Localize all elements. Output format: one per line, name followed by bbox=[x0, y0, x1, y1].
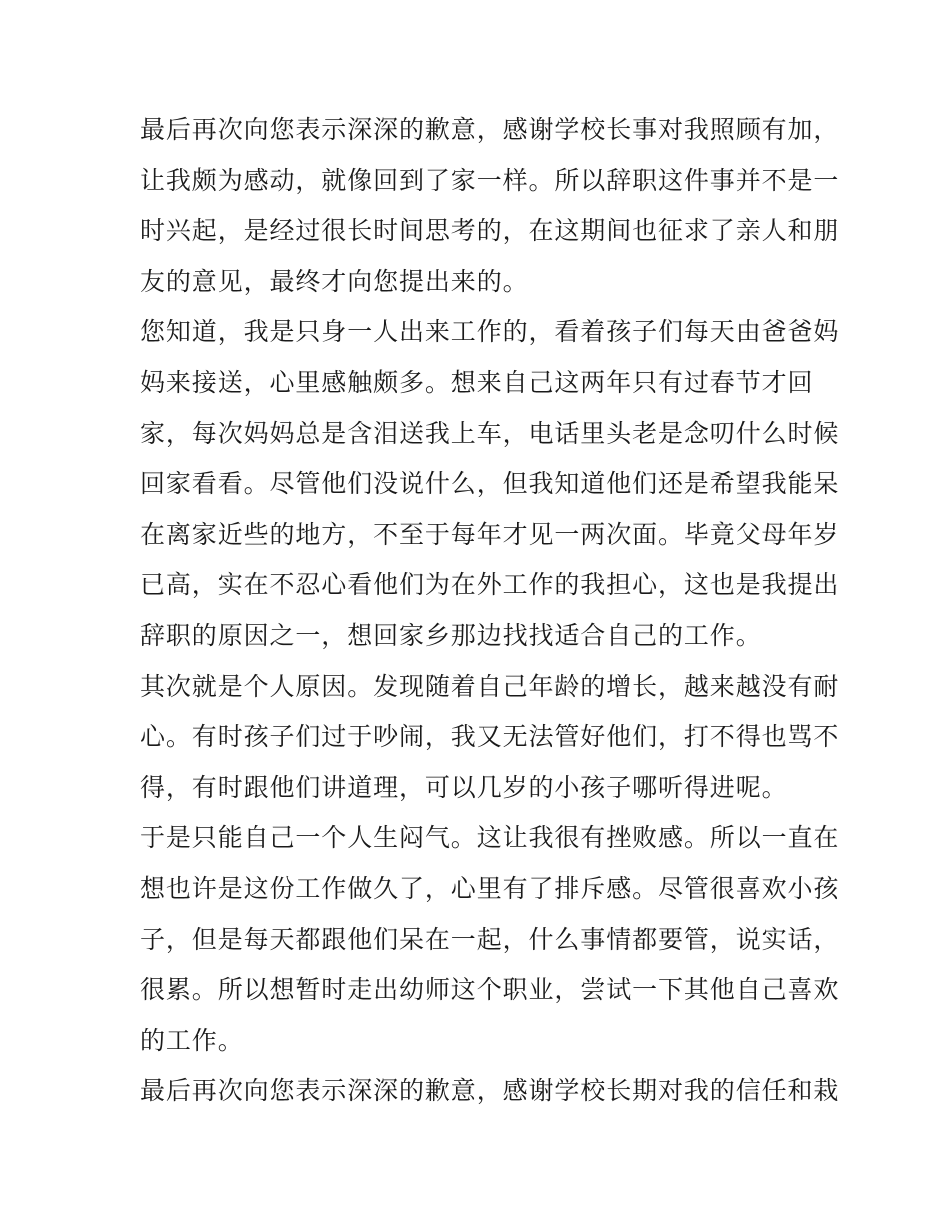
text-line: 想也许是这份工作做久了，心里有了排斥感。尽管很喜欢小孩 bbox=[140, 873, 840, 903]
text-line: 最后再次向您表示深深的歉意，感谢学校长事对我照顾有加， bbox=[140, 115, 840, 144]
text-line: 辞职的原因之一，想回家乡那边找找适合自己的工作。 bbox=[140, 620, 762, 650]
text-line: 最后再次向您表示深深的歉意，感谢学校长期对我的信任和栽 bbox=[140, 1076, 840, 1106]
text-line: 回家看看。尽管他们没说什么，但我知道他们还是希望我能呆 bbox=[140, 469, 840, 499]
text-line: 于是只能自己一个人生闷气。这让我很有挫败感。所以一直在 bbox=[140, 823, 840, 853]
text-line: 妈来接送，心里感触颇多。想来自己这两年只有过春节才回 bbox=[140, 367, 814, 397]
text-line: 家，每次妈妈总是含泪送我上车，电话里头老是念叨什么时候 bbox=[140, 418, 840, 448]
text-line: 已高，实在不忍心看他们为在外工作的我担心，这也是我提出 bbox=[140, 570, 840, 600]
text-line: 让我颇为感动，就像回到了家一样。所以辞职这件事并不是一 bbox=[140, 165, 840, 195]
text-line: 您知道，我是只身一人出来工作的，看着孩子们每天由爸爸妈 bbox=[140, 317, 840, 347]
text-line: 心。有时孩子们过于吵闹，我又无法管好他们，打不得也骂不 bbox=[140, 722, 840, 752]
document-body bbox=[140, 105, 840, 1117]
text-line: 的工作。 bbox=[140, 1025, 244, 1055]
text-line: 在离家近些的地方，不至于每年才见一两次面。毕竟父母年岁 bbox=[140, 519, 840, 549]
text-line: 其次就是个人原因。发现随着自己年龄的增长，越来越没有耐 bbox=[140, 671, 840, 701]
text-line: 很累。所以想暂时走出幼师这个职业，尝试一下其他自己喜欢 bbox=[140, 975, 840, 1005]
text-line: 时兴起，是经过很长时间思考的，在这期间也征求了亲人和朋 bbox=[140, 216, 840, 246]
text-line: 友的意见，最终才向您提出来的。 bbox=[140, 266, 529, 296]
text-line: 得，有时跟他们讲道理，可以几岁的小孩子哪听得进呢。 bbox=[140, 772, 788, 802]
text-line: 子，但是每天都跟他们呆在一起，什么事情都要管，说实话， bbox=[140, 924, 840, 954]
